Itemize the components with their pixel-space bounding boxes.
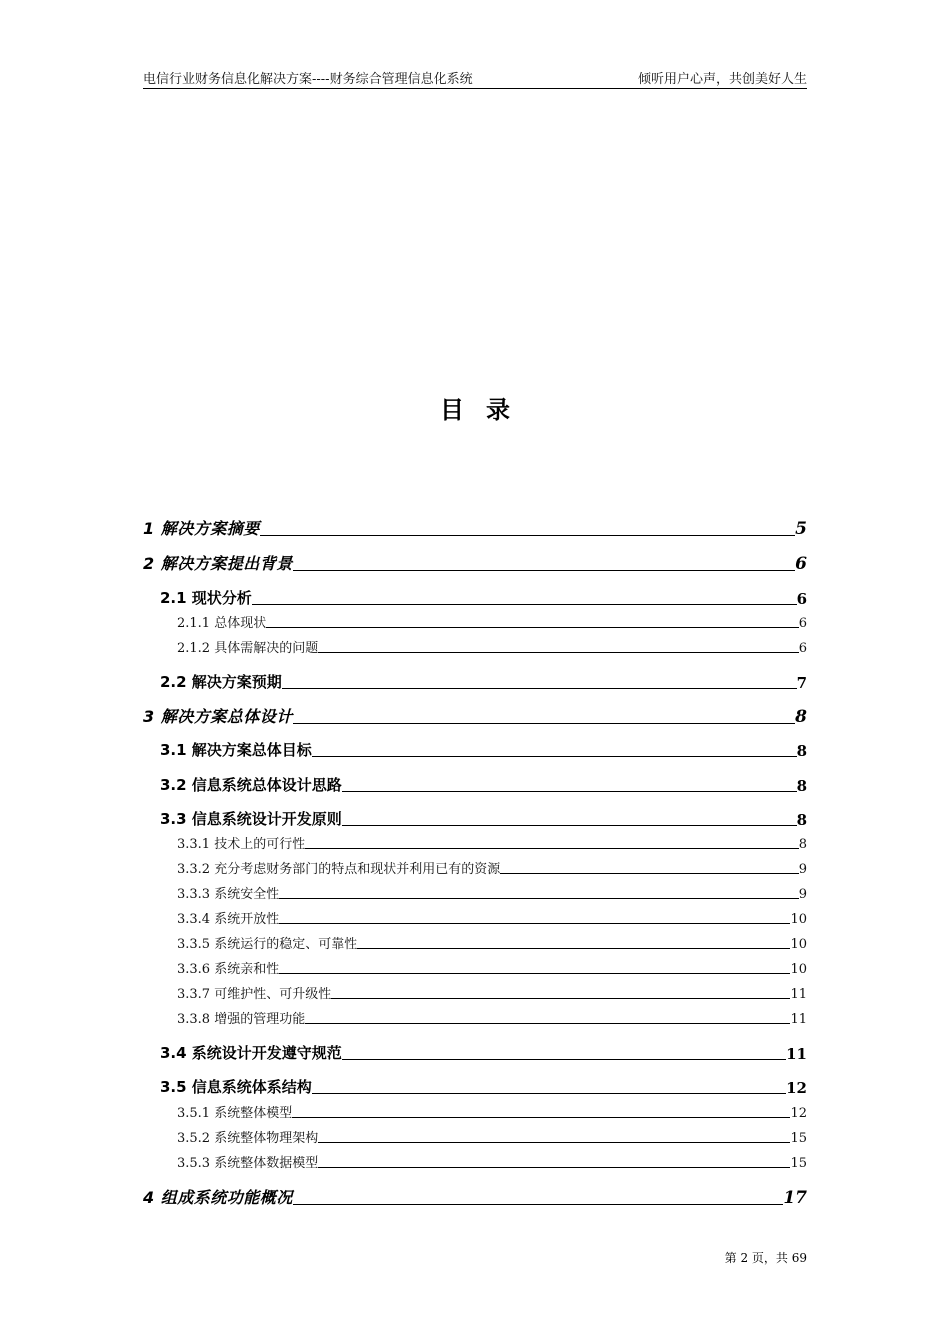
toc-entry[interactable]: [160, 740, 807, 760]
toc-leader-line: [293, 570, 795, 571]
toc-entry[interactable]: [177, 884, 807, 902]
toc-entry-label: 3.3.7 可维护性、可升级性: [177, 987, 332, 1002]
toc-leader-line: [342, 825, 797, 826]
toc-entry[interactable]: [143, 552, 807, 574]
toc-leader-line: [342, 1059, 786, 1060]
toc-entry-page: 17: [783, 1188, 807, 1208]
toc-entry-page: 8: [796, 742, 807, 760]
toc-leader-line: [312, 756, 797, 757]
toc-leader-line: [282, 688, 797, 689]
toc-entry[interactable]: [177, 613, 807, 631]
page-footer: 第 2 页，共 69: [724, 1251, 807, 1265]
header-slogan: 倾听用户心声，共创美好人生: [637, 72, 807, 87]
toc-leader-line: [318, 652, 799, 653]
toc-entry-page: 12: [790, 1106, 807, 1121]
toc-entry-label: 3.5.2 系统整体物理架构: [177, 1131, 319, 1146]
toc-leader-line: [305, 848, 799, 849]
toc-entry[interactable]: [177, 1128, 807, 1146]
toc-leader-line: [252, 604, 797, 605]
toc-entry-page: 15: [790, 1156, 807, 1171]
toc-entry-page: 8: [798, 837, 807, 852]
toc-entry-label: 3.3.6 系统亲和性: [177, 962, 280, 977]
toc-entry[interactable]: [177, 1103, 807, 1121]
toc-entry-page: 5: [795, 519, 807, 539]
toc-entry-page: 6: [798, 641, 807, 656]
toc-leader-line: [292, 1117, 790, 1118]
toc-entry-label: 3.3.8 增强的管理功能: [177, 1012, 306, 1027]
toc-entry-label: 4 组成系统功能概况: [143, 1188, 293, 1207]
toc-entry-page: 12: [786, 1079, 807, 1097]
toc-entry-label: 3 解决方案总体设计: [143, 707, 293, 726]
toc-entry[interactable]: [160, 1043, 807, 1063]
toc-entry[interactable]: [177, 959, 807, 977]
header-document-title: 电信行业财务信息化解决方案----财务综合管理信息化系统: [143, 72, 473, 87]
toc-entry-label: 2.1.1 总体现状: [177, 616, 267, 631]
toc-entry-page: 9: [798, 887, 807, 902]
toc-entry[interactable]: [160, 588, 807, 608]
toc-entry[interactable]: [160, 1077, 807, 1097]
toc-leader-line: [279, 898, 799, 899]
toc-entry-label: 3.3.1 技术上的可行性: [177, 837, 306, 852]
toc-leader-line: [266, 627, 799, 628]
toc-entry-label: 3.5.1 系统整体模型: [177, 1106, 293, 1121]
toc-entry-label: 2 解决方案提出背景: [143, 554, 293, 573]
toc-entry[interactable]: [177, 1009, 807, 1027]
toc-entry-label: 1 解决方案摘要: [143, 519, 260, 538]
toc-entry-label: 3.3.2 充分考虑财务部门的特点和现状并利用已有的资源: [177, 862, 501, 877]
toc-leader-line: [357, 948, 790, 949]
toc-entry-page: 10: [790, 962, 807, 977]
toc-entry-label: 3.1 解决方案总体目标: [160, 741, 312, 759]
toc-entry[interactable]: [143, 1186, 807, 1208]
toc-entry-label: 3.5 信息系统体系结构: [160, 1078, 312, 1096]
toc-entry-label: 3.5.3 系统整体数据模型: [177, 1156, 319, 1171]
toc-entry-label: 3.4 系统设计开发遵守规范: [160, 1044, 342, 1062]
toc-entry[interactable]: [177, 638, 807, 656]
toc-leader-line: [331, 998, 790, 999]
toc-entry[interactable]: [177, 934, 807, 952]
toc-entry-label: 3.2 信息系统总体设计思路: [160, 776, 342, 794]
toc-entry-page: 11: [786, 1045, 807, 1063]
toc-leader-line: [500, 873, 799, 874]
toc-leader-line: [279, 973, 790, 974]
toc-entry-page: 11: [790, 1012, 807, 1027]
toc-entry-page: 9: [798, 862, 807, 877]
toc-entry-label: 3.3.5 系统运行的稳定、可靠性: [177, 937, 358, 952]
toc-entry-page: 8: [796, 811, 807, 829]
toc-entry-page: 11: [790, 987, 807, 1002]
toc-entry[interactable]: [177, 984, 807, 1002]
toc-entry[interactable]: [160, 672, 807, 692]
toc-entry[interactable]: [160, 809, 807, 829]
toc-leader-line: [293, 1204, 784, 1205]
toc-leader-line: [318, 1142, 790, 1143]
toc-leader-line: [318, 1167, 790, 1168]
toc-entry-page: 10: [790, 937, 807, 952]
toc-entry-page: 8: [795, 707, 807, 727]
toc-entry-page: 6: [796, 590, 807, 608]
toc-entry[interactable]: [177, 859, 807, 877]
toc-entry-page: 10: [790, 912, 807, 927]
toc-leader-line: [293, 723, 795, 724]
toc-leader-line: [312, 1093, 786, 1094]
toc-entry-label: 2.2 解决方案预期: [160, 673, 282, 691]
toc-entry-label: 2.1.2 具体需解决的问题: [177, 641, 319, 656]
toc-entry-page: 15: [790, 1131, 807, 1146]
toc-entry[interactable]: [160, 775, 807, 795]
toc-entry-label: 2.1 现状分析: [160, 589, 252, 607]
toc-leader-line: [260, 535, 795, 536]
toc-leader-line: [342, 791, 797, 792]
toc-entry[interactable]: [143, 517, 807, 539]
toc-entry-label: 3.3.4 系统开放性: [177, 912, 280, 927]
page-title: 目录: [440, 396, 532, 424]
toc-entry-label: 3.3 信息系统设计开发原则: [160, 810, 342, 828]
toc-entry[interactable]: [177, 1153, 807, 1171]
toc-entry-page: 7: [796, 674, 807, 692]
toc-entry[interactable]: [177, 909, 807, 927]
toc-entry-page: 6: [798, 616, 807, 631]
toc-entry-label: 3.3.3 系统安全性: [177, 887, 280, 902]
toc-entry-page: 6: [795, 554, 807, 574]
toc-entry-page: 8: [796, 777, 807, 795]
toc-entry[interactable]: [177, 834, 807, 852]
toc-entry[interactable]: [143, 705, 807, 727]
toc-leader-line: [305, 1023, 790, 1024]
toc-leader-line: [279, 923, 790, 924]
